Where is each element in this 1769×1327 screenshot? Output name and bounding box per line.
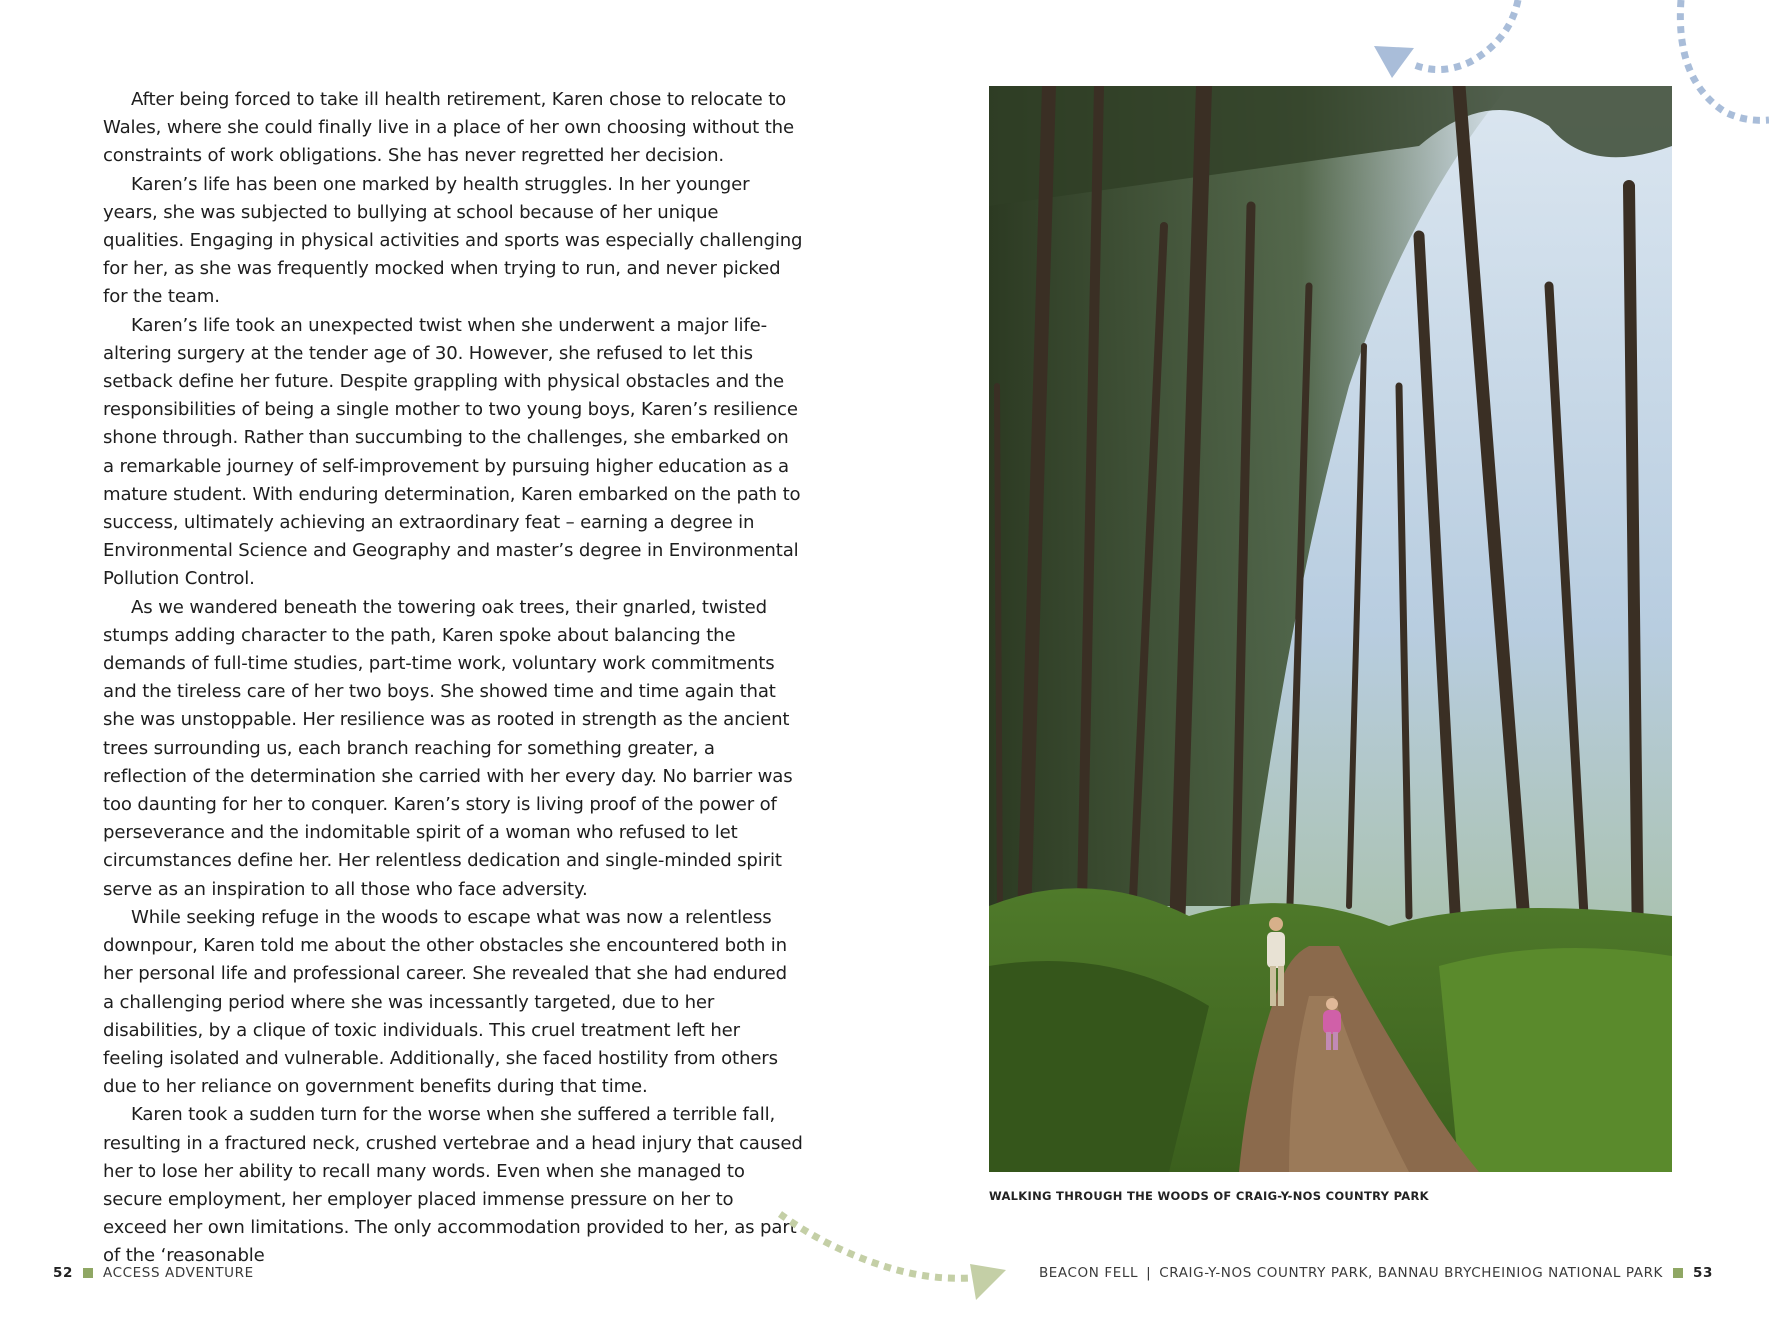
footer-separator: | (1146, 1265, 1152, 1281)
paragraph: Karen’s life took an unexpected twist when she underwent a major life-altering surgery at the tender age of 30. However, she refused to let this setback define her future. Despite grappling with physical obstacles and the responsibilities of being a single mother to two young boys, Karen’s resilience shone through. Rather than succumbing to the challenges, she embarked on a remarkable journey of self-improvement by pursuing higher education as a mature student. With enduring determination, Karen embarked on the path to success, ultimately achieving an extraordinary feat – earning a degree in Environmental Science and Geography and master’s degree in Environmental Pollution Control. (103, 314, 801, 590)
footer-square-icon (83, 1268, 93, 1278)
paragraph: After being forced to take ill health retirement, Karen chose to relocate to Wales, where she could finally live in a place of her own choosing without the constraints of work obligations. She has never regretted her decision. (103, 89, 794, 167)
footer-square-icon (1673, 1268, 1683, 1278)
forest-illustration (989, 86, 1672, 1172)
paragraph: Karen’s life has been one marked by health struggles. In her younger years, she was subjected to bullying at school because of her unique qualities. Engaging in physical activities and sports was especially challenging for her, as she was frequently mocked when trying to run, and never picked for the team. (103, 173, 803, 308)
photo-caption: WALKING THROUGH THE WOODS OF CRAIG-Y-NOS COUNTRY PARK (989, 1189, 1429, 1203)
page-number-right: 53 (1693, 1265, 1713, 1281)
woodland-photo (989, 86, 1672, 1172)
route-title: BEACON FELL (1038, 1265, 1139, 1281)
right-footer (1039, 1265, 1713, 1281)
article-body (103, 86, 803, 1271)
paragraph: While seeking refuge in the woods to escape what was now a relentless downpour, Karen told me about the other obstacles she encountered both in her personal life and professional career. She revealed that she had endured a challenging period where she was incessantly targeted, due to her disabilities, by a clique of toxic individuals. This cruel treatment left her feeling isolated and vulnerable. Additionally, she faced hostility from others due to her reliance on government benefits during that time. (103, 906, 787, 1098)
left-footer (53, 1265, 254, 1281)
section-title: ACCESS ADVENTURE (103, 1265, 254, 1281)
left-page (0, 0, 884, 1327)
paragraph: As we wandered beneath the towering oak trees, their gnarled, twisted stumps adding character to the path, Karen spoke about balancing the demands of full-time studies, part-time work, voluntary work commitments and the tireless care of her two boys. She showed time and time again that she was unstoppable. Her resilience was as rooted in strength as the ancient trees surrounding us, each branch reaching for something greater, a reflection of the determination she carried with her every day. No barrier was too daunting for her to conquer. Karen’s story is living proof of the power of perseverance and the indomitable spirit of a woman who refused to let circumstances define her. Her relentless dedication and single-minded spirit serve as an inspiration to all those who face adversity. (103, 596, 793, 900)
paragraph: Karen took a sudden turn for the worse when she suffered a terrible fall, resulting in a fractured neck, crushed vertebrae and a head injury that caused her to lose her ability to recall many words. Even when she managed to secure employment, her employer placed immense pressure on her to exceed her own limitations. The only accommodation provided to her, as part of the ‘reasonable (103, 1104, 803, 1267)
page-number-left: 52 (53, 1265, 73, 1281)
location-title: CRAIG-Y-NOS COUNTRY PARK, BANNAU BRYCHEINIOG NATIONAL PARK (1159, 1265, 1663, 1281)
